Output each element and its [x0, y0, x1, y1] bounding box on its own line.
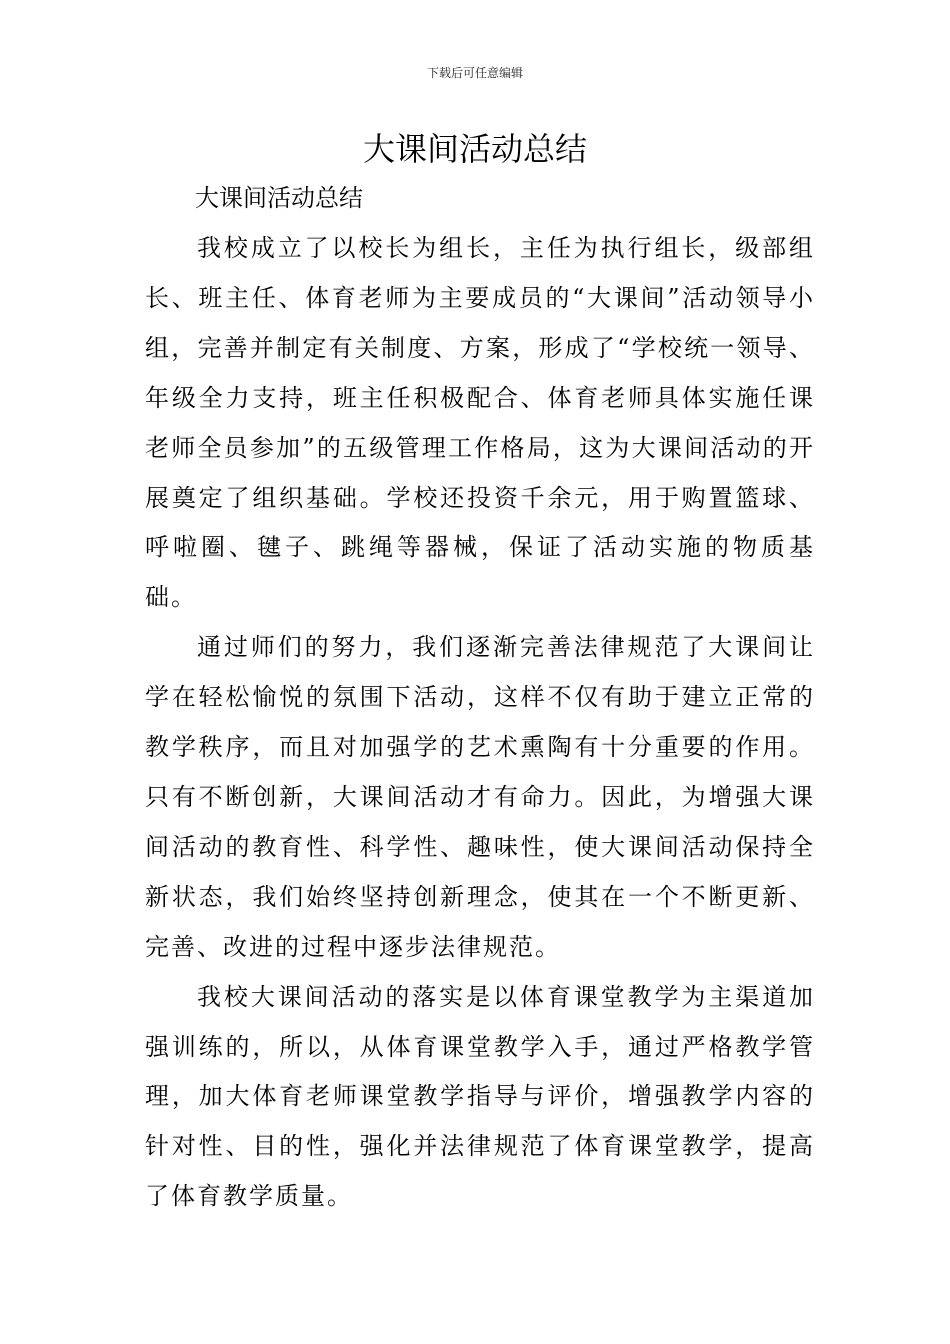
document-body: [145, 224, 815, 1222]
document-title: 大课间活动总结: [362, 130, 587, 168]
page-header-note: 下载后可任意编辑: [426, 66, 523, 80]
paragraph-teaching: 我校大课间活动的落实是以体育课堂教学为主渠道加强训练的，所以，从体育课堂教学入手，通过严格教学管理，加大体育老师课堂教学指导与评价，增强教学内容的针对性、目的性，强化并法律规范了体育课堂教学，提高了体育教学质量。: [145, 982, 815, 1211]
document-subtitle: 大课间活动总结: [195, 184, 363, 212]
paragraph-innovation: 通过师们的努力，我们逐渐完善法律规范了大课间让学在轻松愉悦的氛围下活动，这样不仅有助于建立正常的教学秩序，而且对加强学的艺术熏陶有十分重要的作用。只有不断创新，大课间活动才有命力。因此，为增强大课间活动的教育性、科学性、趣味性，使大课间活动保持全新状态，我们始终坚持创新理念，使其在一个不断更新、完善、改进的过程中逐步法律规范。: [145, 633, 815, 961]
paragraph-organization: 我校成立了以校长为组长，主任为执行组长，级部组长、班主任、体育老师为主要成员的“大课间”活动领导小组，完善并制定有关制度、方案，形成了“学校统一领导、年级全力支持，班主任积极配合、体育老师具体实施任课老师全员参加”的五级管理工作格局，这为大课间活动的开展奠定了组织基础。学校还投资千余元，用于购置篮球、呼啦圈、毽子、跳绳等器械，保证了活动实施的物质基础。: [145, 234, 815, 612]
